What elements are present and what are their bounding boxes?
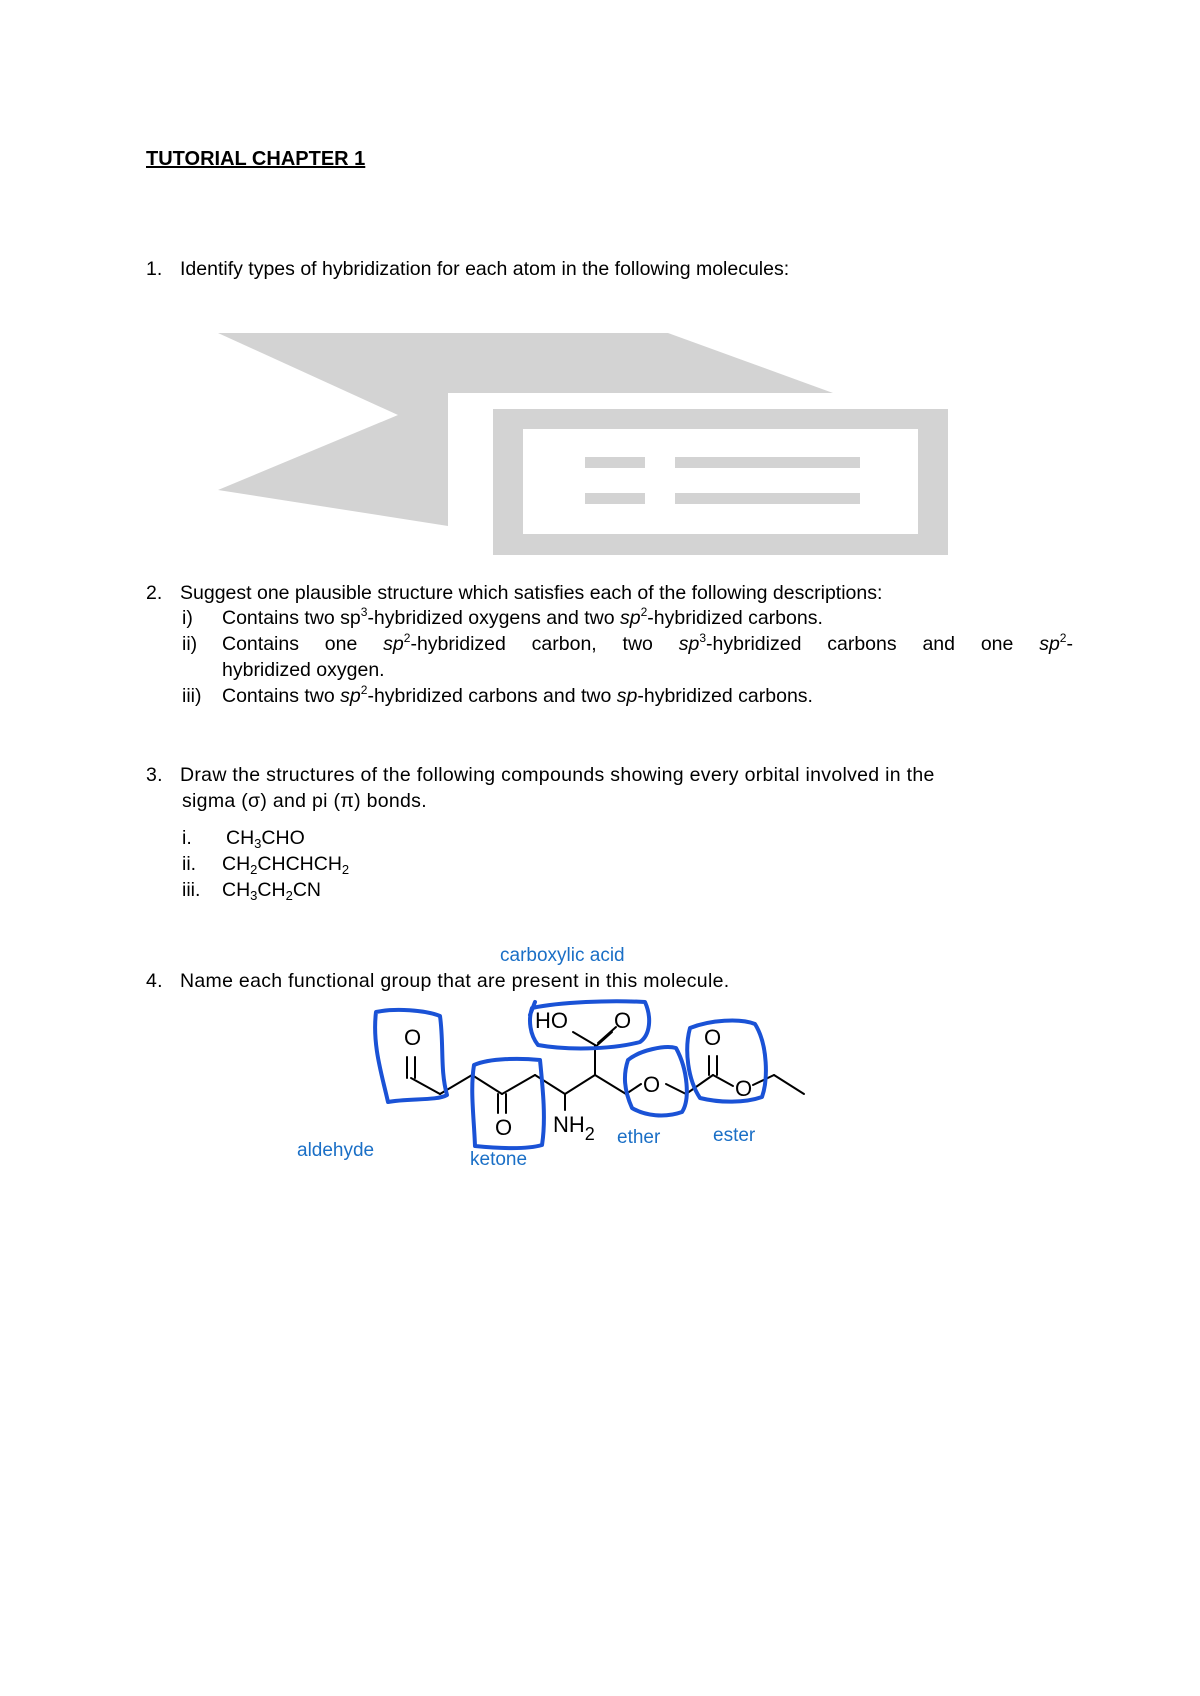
question-number: 2. xyxy=(146,582,163,604)
atom-amine: $NH_2$ xyxy=(553,1112,595,1144)
question-text: Suggest one plausible structure which satisfies each of the following descriptions: xyxy=(180,582,883,604)
q2-item-i: i) Contains two $sp^3$-hybridized oxygens and two $sp^2$-hybridized carbons. xyxy=(182,605,823,629)
roman-numeral: ii. xyxy=(182,853,197,875)
question-number: 1. xyxy=(146,258,163,280)
question-3-continued: sigma (σ) and pi (π) bonds. xyxy=(182,790,427,812)
q2-item-ii: ii) Contains one $sp^2$-hybridized carbon, two $sp^3$-hybridized carbons and one $sp^2-$ xyxy=(182,631,1073,655)
aldehyde-highlight xyxy=(375,1010,447,1102)
question-number: 3. xyxy=(146,764,163,786)
roman-numeral: iii. xyxy=(182,879,201,901)
q2-item-ii-continued: hybridized oxygen. xyxy=(222,659,385,681)
atom-oxygen: O xyxy=(704,1025,722,1050)
label-carboxylic-acid: carboxylic acid xyxy=(500,945,625,966)
page-title: TUTORIAL CHAPTER 1 xyxy=(146,148,366,170)
roman-numeral: i) xyxy=(182,607,193,629)
question-text: Draw the structures of the following compounds showing every orbital involved in the xyxy=(180,764,935,786)
atom-oxygen: O xyxy=(404,1025,422,1050)
atom-oxygen: O xyxy=(495,1115,513,1140)
label-ketone: ketone xyxy=(470,1149,528,1170)
label-ether: ether xyxy=(617,1127,661,1148)
question-text: Name each functional group that are present in this molecule. xyxy=(180,970,730,992)
question-number: 4. xyxy=(146,970,163,992)
question-text: Identify types of hybridization for each atom in the following molecules: xyxy=(180,258,790,280)
roman-numeral: ii) xyxy=(182,633,198,655)
atom-hydroxyl: HO xyxy=(535,1008,568,1033)
label-aldehyde: aldehyde xyxy=(297,1140,375,1161)
atom-oxygen: O xyxy=(614,1008,632,1033)
roman-numeral: iii) xyxy=(182,685,202,707)
ester-highlight xyxy=(687,1021,766,1102)
roman-numeral: i. xyxy=(182,827,192,849)
q3-item-iii: iii. $CH_3CH_2CN$ xyxy=(182,879,321,903)
q2-item-iii: iii) Contains two $sp^2$-hybridized carbons and two sp-hybridized carbons. xyxy=(182,683,813,707)
q3-item-ii: ii. $CH_2CHCHCH_2$ xyxy=(182,853,350,877)
atom-ether-oxygen: O xyxy=(643,1072,661,1097)
atom-ester-oxygen: O xyxy=(735,1076,753,1101)
q3-item-i: i. $CH_3CHO$ xyxy=(182,827,305,851)
label-ester: ester xyxy=(713,1125,756,1146)
